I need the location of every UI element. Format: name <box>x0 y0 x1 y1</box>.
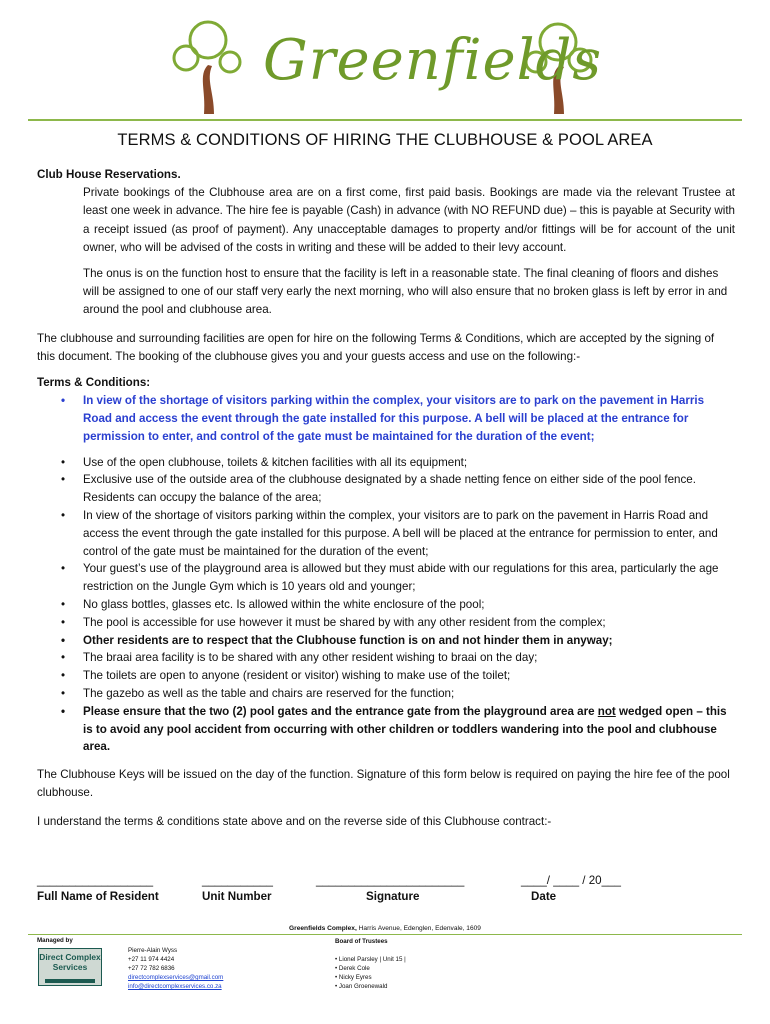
highlight-item: • In view of the shortage of visitors parking within the complex, your visitors are to park on the pavement in Harris Road and access the event through the gate installed for this purpose. A bell will be placed at the entrance for permission to enter, and control of the gate must be maintained for the duration of the event; <box>37 392 735 445</box>
footer-divider <box>28 934 742 935</box>
email-link-2[interactable]: info@directcomplexservices.co.za <box>128 983 222 990</box>
trustee-item: • Joan Groenewald <box>335 983 388 990</box>
unit-line: ___________ <box>202 874 273 887</box>
trustee-item: • Derek Cole <box>335 965 370 972</box>
contact-phone-2: +27 72 782 6836 <box>128 965 175 972</box>
list-item: • Exclusive use of the outside area of the clubhouse designated by a shade netting fence on either side of the pool fence. Residents can occupy the balance of the area; <box>37 471 735 507</box>
address-bold: Greenfields Complex, <box>289 925 357 932</box>
signature-line: _______________________ <box>316 874 465 887</box>
board-heading: Board of Trustees <box>335 938 388 945</box>
contact-phone-1: +27 11 974 4424 <box>128 956 175 963</box>
terms-list <box>37 454 735 757</box>
list-item-pool-gates <box>37 703 735 756</box>
list-item: • The braai area facility is to be shared with any other resident wishing to braai on the day; <box>37 649 735 667</box>
name-line: __________________ <box>37 874 154 887</box>
signature-field[interactable] <box>316 874 464 903</box>
date-label: Date <box>531 890 557 903</box>
signature-label: Signature <box>366 890 420 903</box>
header-divider <box>28 119 742 121</box>
date-line: ____/ ____ / 20___ <box>521 874 621 887</box>
reservations-heading: Club House Reservations. <box>37 168 181 181</box>
name-field[interactable] <box>37 874 159 903</box>
date-field[interactable] <box>521 874 621 903</box>
intro-paragraph: The clubhouse and surrounding facilities are open for hire on the following Terms & Conditions, which are accepted by the signing of this document. The booking of the clubhouse gives you and your guests access and use on the following:- <box>37 331 715 363</box>
company-name-line2: Services <box>52 962 88 972</box>
list-item: • In view of the shortage of visitors parking within the complex, your visitors are to park on the pavement in Harris Road and access the event through the gate installed for this purpose. A bell will be placed at the entrance for permission to enter, and control of the gate must be maintained for the duration of the event; <box>37 507 735 560</box>
trustee-item: • Nicky Eyres <box>335 974 372 981</box>
list-item: • The toilets are open to anyone (resident or visitor) wishing to make use of the toilet; <box>37 667 735 685</box>
reservations-paragraph-2: The onus is on the function host to ensure that the facility is left in a reasonable state. The final cleaning of floors and dishes will be assigned to one of our staff very early the next morning, who will also ensure that no broken glass is left by error in and around the pool and clubhouse area. <box>83 267 728 317</box>
greenfields-logo <box>168 10 603 115</box>
list-item: • The gazebo as well as the table and chairs are reserved for the function; <box>37 685 735 703</box>
list-item: • No glass bottles, glasses etc. Is allowed within the white enclosure of the pool; <box>37 596 735 614</box>
footer-address <box>0 925 770 932</box>
page-title: TERMS & CONDITIONS OF HIRING THE CLUBHOUSE & POOL AREA <box>117 131 653 149</box>
pool-gates-not: not <box>597 704 616 718</box>
document-body <box>37 166 735 831</box>
company-name-line1: Direct Complex <box>39 952 101 962</box>
unit-field[interactable] <box>202 874 273 903</box>
highlight-list <box>37 392 735 445</box>
signature-block <box>37 874 737 914</box>
list-item: • Use of the open clubhouse, toilets & kitchen facilities with all its equipment; <box>37 454 735 472</box>
understand-paragraph: I understand the terms & conditions state above and on the reverse side of this Clubhouse contract:- <box>37 814 552 828</box>
terms-heading: Terms & Conditions: <box>37 376 151 390</box>
unit-label: Unit Number <box>202 890 272 903</box>
logo-text: Greenfields <box>263 28 603 93</box>
pool-gates-text-b: wedged open – this is to avoid any pool accident from occurring with other children or toddlers wandering into the pool and clubhouse area. <box>83 704 727 754</box>
company-logo <box>38 948 102 986</box>
keys-paragraph: The Clubhouse Keys will be issued on the day of the function. Signature of this form below is required on paying the hire fee of the pool clubhouse. <box>37 768 730 800</box>
email-link-1[interactable]: directcomplexservices@gmail.com <box>128 974 224 981</box>
list-item: • The pool is accessible for use however it must be shared by with any other resident from the complex; <box>37 614 735 632</box>
managed-by-label: Managed by <box>37 937 73 944</box>
contact-name: Pierre-Alain Wyss <box>128 947 178 954</box>
reservations-paragraph-1: Private bookings of the Clubhouse area are on a first come, first paid basis. Bookings are made via the relevant Trustee at least one week in advance. The hire fee is payable (Cash) in advance (with NO REFUND due) – this is payable at Security with a receipt issued (as proof of payment). Any unacceptable damages to property and/or fittings will be for account of the unit owner, who will be advised of the costs in writing and these will be added to their levy account. <box>83 186 735 254</box>
trustee-item: • Lionel Parsley | Unit 15 | <box>335 956 406 963</box>
list-item: • Your guest’s use of the playground area is allowed but they must abide with our regulations for this area, particularly the age restriction on the Jungle Gym which is 10 years old and younger; <box>37 560 735 596</box>
contact-details <box>128 946 223 991</box>
address-text: Harris Avenue, Edenglen, Edenvale, 1609 <box>356 925 481 932</box>
board-of-trustees <box>335 937 406 991</box>
name-label: Full Name of Resident <box>37 890 159 903</box>
pool-gates-text-a: Please ensure that the two (2) pool gates and the entrance gate from the playground area are <box>83 704 598 718</box>
list-item: • Other residents are to respect that the Clubhouse function is on and not hinder them in anyway; <box>37 632 735 650</box>
